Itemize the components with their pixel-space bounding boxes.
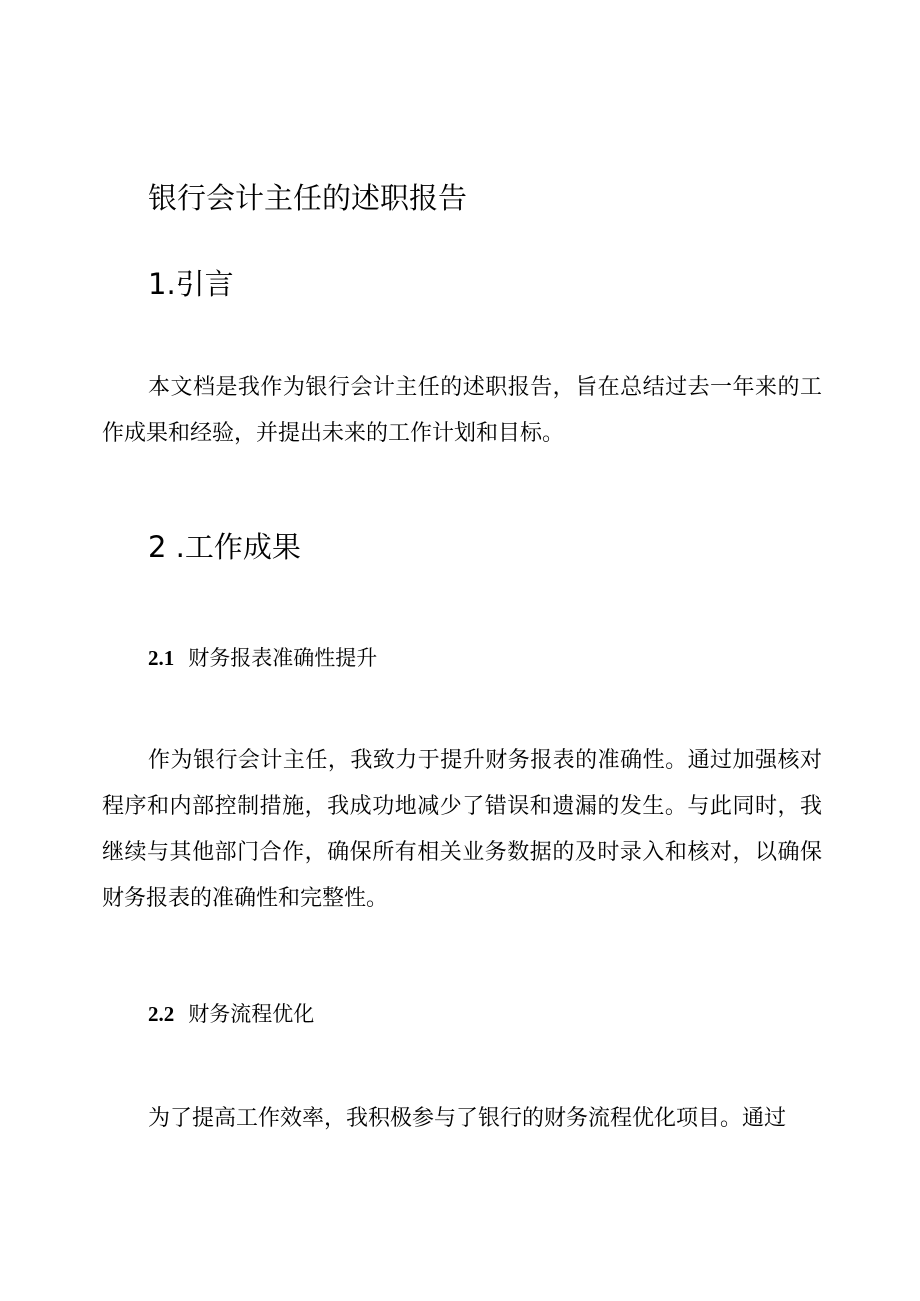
- section-number: 1.: [148, 267, 176, 301]
- document-title: 银行会计主任的述职报告: [148, 181, 468, 215]
- subsection-number: 2.1: [148, 646, 175, 670]
- process-optimization-paragraph: 为了提高工作效率，我积极参与了银行的财务流程优化项目。通过: [148, 1106, 787, 1131]
- subsection-title: 财务报表准确性提升: [188, 646, 378, 670]
- section-heading-introduction: [148, 262, 234, 306]
- section-heading-work-results: [148, 525, 301, 569]
- introduction-paragraph: 本文档是我作为银行会计主任的述职报告，旨在总结过去一年来的工作成果和经验，并提出未来的工作计划和目标。: [102, 375, 822, 446]
- report-accuracy-paragraph: 作为银行会计主任，我致力于提升财务报表的准确性。通过加强核对程序和内部控制措施，我成功地减少了错误和遗漏的发生。与此同时，我继续与其他部门合作，确保所有相关业务数据的及时录入和核对，以确保财务报表的准确性和完整性。: [102, 748, 822, 911]
- subsection-heading-report-accuracy: [148, 642, 377, 674]
- section-title: 引言: [175, 267, 234, 301]
- section-number: 2 .: [148, 530, 185, 564]
- section-title: 工作成果: [184, 530, 301, 564]
- subsection-number: 2.2: [148, 1002, 175, 1026]
- subsection-heading-process-optimization: [148, 998, 314, 1030]
- subsection-title: 财务流程优化: [188, 1002, 315, 1026]
